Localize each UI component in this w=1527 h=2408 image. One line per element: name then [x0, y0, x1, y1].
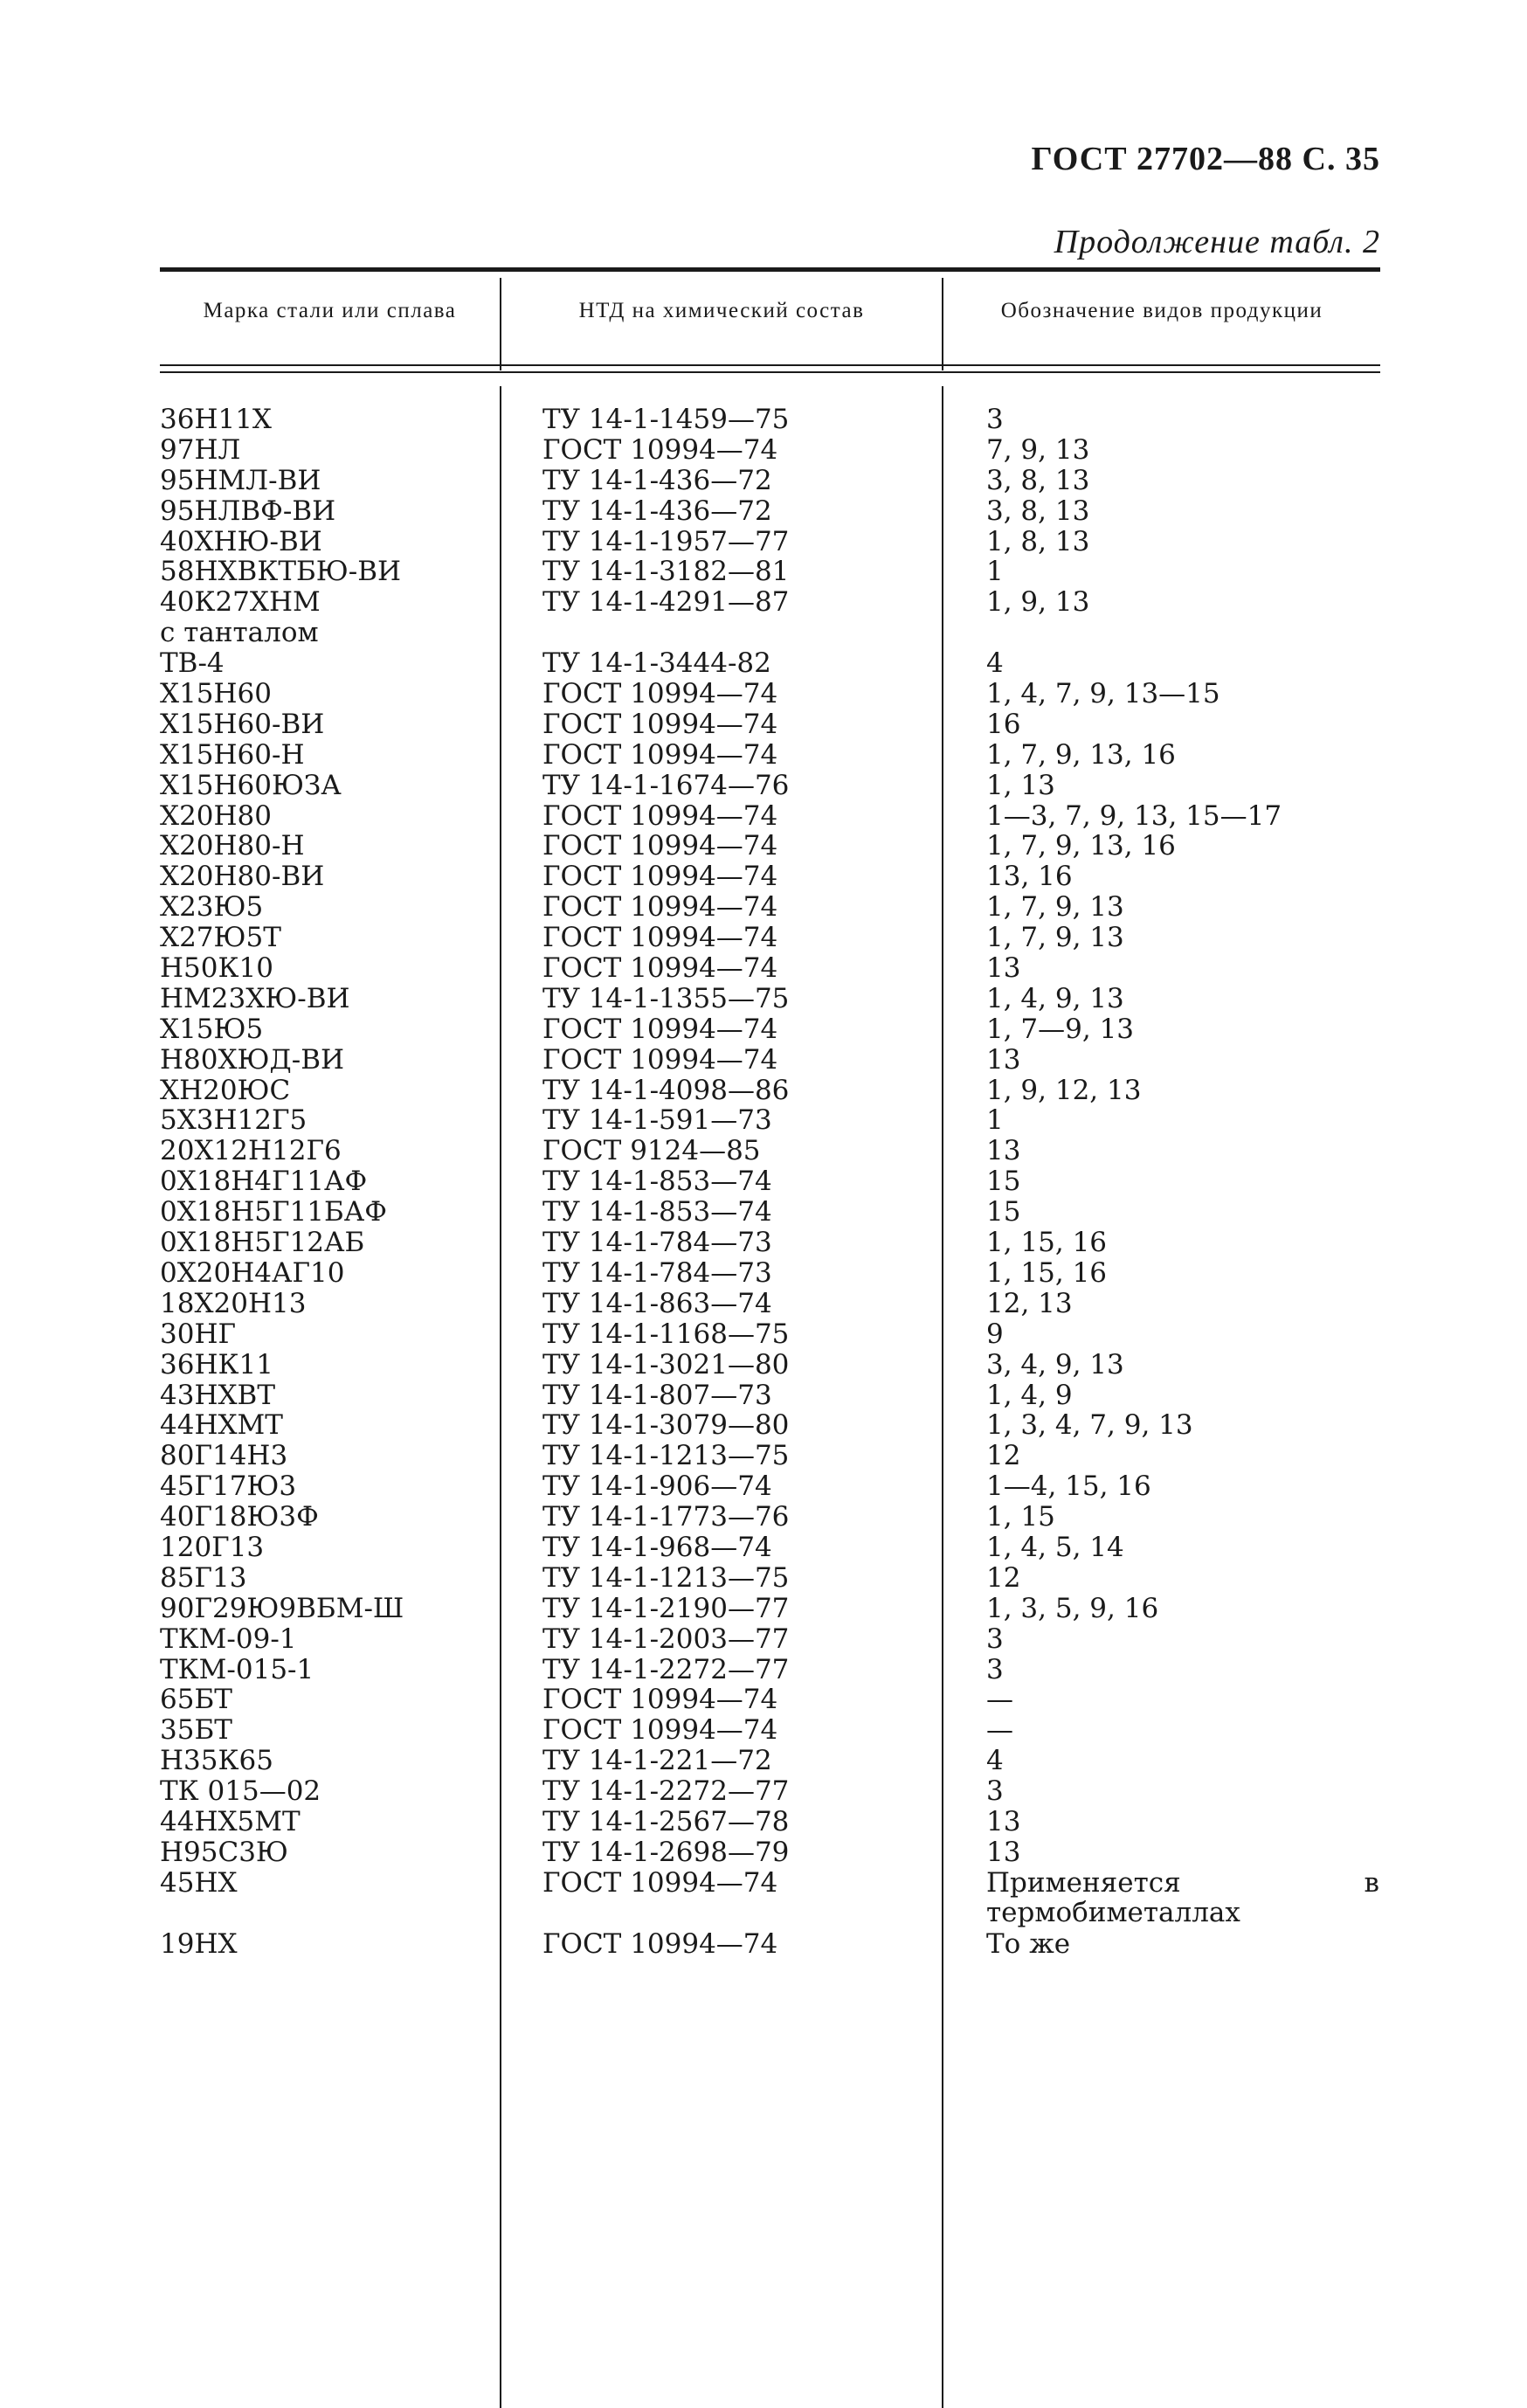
cell-grade: 95НМЛ-ВИ: [160, 464, 321, 496]
cell-product-types: 12, 13: [986, 1287, 1073, 1319]
cell-product-types: 7, 9, 13: [986, 433, 1090, 466]
cell-product-types: 4: [986, 1745, 1004, 1777]
cell-chemical-ntd: ТУ 14-1-807—73: [542, 1379, 772, 1411]
table-row: [160, 1228, 1380, 1258]
steel-grades-table: [160, 267, 1380, 2408]
column-divider: [500, 278, 501, 370]
cell-grade: 90Г29Ю9ВБМ-Ш: [160, 1592, 404, 1624]
cell-product-types: 13: [986, 1836, 1021, 1868]
cell-grade: 5Х3Н12Г5: [160, 1104, 307, 1137]
cell-product-types: 1, 4, 7, 9, 13—15: [986, 678, 1220, 710]
cell-product-types: 4: [986, 647, 1004, 680]
cell-grade: Н95С3Ю: [160, 1836, 288, 1868]
cell-product-types: 1, 7—9, 13: [986, 1013, 1135, 1045]
cell-grade: 44НХМТ: [160, 1409, 283, 1442]
table-row: [160, 1045, 1380, 1076]
cell-grade: 85Г13: [160, 1561, 247, 1594]
page-header: ГОСТ 27702—88 С. 35: [1031, 141, 1380, 177]
cell-chemical-ntd: ТУ 14-1-2003—77: [542, 1623, 790, 1655]
cell-grade: 120Г13: [160, 1531, 265, 1563]
table-row: [160, 1197, 1380, 1228]
cell-chemical-ntd: ГОСТ 10994—74: [542, 433, 778, 466]
cell-product-types: —: [986, 1684, 1013, 1716]
cell-product-types: 13: [986, 1135, 1021, 1167]
table-row: [160, 557, 1380, 587]
table-continuation-label: Продолжение табл. 2: [1054, 224, 1380, 260]
table-row: [160, 1776, 1380, 1807]
cell-chemical-ntd: ГОСТ 10994—74: [542, 861, 778, 893]
cell-product-types: 1—3, 7, 9, 13, 15—17: [986, 799, 1282, 832]
cell-product-types: 3, 8, 13: [986, 464, 1090, 496]
cell-chemical-ntd: ТУ 14-1-2567—78: [542, 1805, 790, 1837]
table-row: [160, 1350, 1380, 1380]
table-row: [160, 923, 1380, 953]
header-double-rule: [160, 364, 1380, 366]
cell-grade: 0Х18Н5Г11БАФ: [160, 1196, 387, 1228]
table-row: [160, 892, 1380, 923]
cell-grade: Х15Н60: [160, 678, 272, 710]
table-row: [160, 1319, 1380, 1350]
cell-grade: Х20Н80-ВИ: [160, 861, 325, 893]
cell-grade: 65БТ: [160, 1684, 232, 1716]
cell-product-types: 1, 7, 9, 13: [986, 891, 1124, 924]
cell-chemical-ntd: ТУ 14-1-1168—75: [542, 1318, 790, 1350]
cell-grade: 80Г14Н3: [160, 1440, 288, 1472]
column-divider: [942, 278, 943, 370]
cell-product-types: 1: [986, 1104, 1004, 1137]
table-row: [160, 1105, 1380, 1136]
table-row: [160, 831, 1380, 861]
table-row: [160, 1076, 1380, 1106]
cell-chemical-ntd: ТУ 14-1-2272—77: [542, 1653, 790, 1685]
cell-grade: 40К27ХНМ: [160, 586, 321, 619]
column-header-grade: Марка стали или сплава: [203, 299, 457, 322]
table-row: [160, 466, 1380, 496]
cell-grade: Н50К10: [160, 952, 273, 985]
table-row: [160, 435, 1380, 466]
table-row: [160, 587, 1380, 618]
cell-grade: с танталом: [160, 617, 319, 649]
cell-chemical-ntd: ТУ 14-1-591—73: [542, 1104, 772, 1137]
cell-chemical-ntd: ТУ 14-1-853—74: [542, 1196, 772, 1228]
cell-grade: 43НХВТ: [160, 1379, 276, 1411]
cell-product-types: 12: [986, 1440, 1021, 1472]
cell-chemical-ntd: ГОСТ 10994—74: [542, 922, 778, 954]
cell-chemical-ntd: ТУ 14-1-3182—81: [542, 556, 790, 588]
cell-chemical-ntd: ТУ 14-1-2272—77: [542, 1775, 790, 1808]
cell-grade: Х23Ю5: [160, 891, 264, 924]
cell-product-types: 3, 8, 13: [986, 495, 1090, 527]
table-row: [160, 679, 1380, 709]
cell-chemical-ntd: ТУ 14-1-436—72: [542, 464, 772, 496]
cell-product-types: —: [986, 1714, 1013, 1747]
cell-chemical-ntd: ГОСТ 10994—74: [542, 1866, 778, 1899]
table-row: [160, 740, 1380, 771]
table-row: [160, 861, 1380, 892]
table-row: [160, 1715, 1380, 1746]
table-row: [160, 405, 1380, 435]
cell-product-types: 1, 7, 9, 13: [986, 922, 1124, 954]
cell-chemical-ntd: ТУ 14-1-4098—86: [542, 1074, 790, 1106]
cell-grade: 45НХ: [160, 1866, 238, 1899]
cell-chemical-ntd: ТУ 14-1-1459—75: [542, 404, 790, 435]
cell-product-types: 1, 15, 16: [986, 1227, 1108, 1259]
cell-product-types: 1, 15: [986, 1501, 1055, 1533]
table-row: [160, 1258, 1380, 1289]
table-row: [160, 1533, 1380, 1563]
header-double-rule: [160, 371, 1380, 373]
table-top-rule: [160, 267, 1380, 272]
cell-grade: 35БТ: [160, 1714, 232, 1747]
table-row: [160, 496, 1380, 527]
cell-chemical-ntd: ТУ 14-1-853—74: [542, 1166, 772, 1198]
cell-grade: ТКМ-09-1: [160, 1623, 297, 1655]
cell-grade: 0Х18Н4Г11АФ: [160, 1166, 368, 1198]
table-row: [160, 1441, 1380, 1471]
cell-chemical-ntd: ГОСТ 10994—74: [542, 708, 778, 740]
table-row: [160, 618, 1380, 648]
table-row: [160, 1289, 1380, 1319]
cell-product-types: 3, 4, 9, 13: [986, 1348, 1124, 1380]
cell-chemical-ntd: ТУ 14-1-1674—76: [542, 769, 790, 801]
cell-product-types: 1: [986, 556, 1004, 588]
table-row: [160, 1624, 1380, 1655]
cell-chemical-ntd: ГОСТ 10994—74: [542, 891, 778, 924]
cell-grade: ТКМ-015-1: [160, 1653, 314, 1685]
cell-chemical-ntd: ГОСТ 10994—74: [542, 1013, 778, 1045]
cell-grade: 45Г17Ю3: [160, 1470, 297, 1503]
cell-chemical-ntd: ТУ 14-1-2190—77: [542, 1592, 790, 1624]
cell-product-types: 9: [986, 1318, 1004, 1350]
cell-grade: 0Х18Н5Г12АБ: [160, 1227, 365, 1259]
cell-chemical-ntd: ТУ 14-1-784—73: [542, 1256, 772, 1289]
cell-grade: 40ХНЮ-ВИ: [160, 525, 322, 557]
cell-grade: 36НК11: [160, 1348, 273, 1380]
cell-chemical-ntd: ТУ 14-1-1213—75: [542, 1440, 790, 1472]
cell-product-types: 15: [986, 1166, 1021, 1198]
cell-chemical-ntd: ТУ 14-1-4291—87: [542, 586, 790, 619]
cell-chemical-ntd: ГОСТ 10994—74: [542, 678, 778, 710]
cell-grade: Х20Н80: [160, 799, 272, 832]
cell-product-types: 1, 4, 9: [986, 1379, 1073, 1411]
table-row: [160, 1471, 1380, 1502]
cell-product-types: 13, 16: [986, 861, 1073, 893]
cell-product-types: 1—4, 15, 16: [986, 1470, 1151, 1503]
table-row: [160, 1929, 1380, 1960]
cell-chemical-ntd: ТУ 14-1-3021—80: [542, 1348, 790, 1380]
cell-chemical-ntd: ТУ 14-1-2698—79: [542, 1836, 790, 1868]
cell-product-types: 3: [986, 1775, 1004, 1808]
cell-product-types: То же: [986, 1927, 1071, 1960]
cell-product-types: 3: [986, 404, 1004, 435]
cell-chemical-ntd: ГОСТ 9124—85: [542, 1135, 761, 1167]
cell-product-types: 1, 9, 12, 13: [986, 1074, 1142, 1106]
cell-grade: Х15Н60-Н: [160, 738, 305, 771]
cell-grade: 18Х20Н13: [160, 1287, 307, 1319]
table-row: [160, 1655, 1380, 1685]
cell-chemical-ntd: ТУ 14-1-906—74: [542, 1470, 772, 1503]
cell-grade: ТК 015—02: [160, 1775, 321, 1808]
cell-chemical-ntd: ГОСТ 10994—74: [542, 738, 778, 771]
cell-product-types: 13: [986, 1043, 1021, 1076]
cell-grade: НМ23ХЮ-ВИ: [160, 982, 350, 1014]
cell-grade: 20Х12Н12Г6: [160, 1135, 342, 1167]
cell-product-types: 1, 13: [986, 769, 1055, 801]
cell-grade: Х20Н80-Н: [160, 830, 305, 862]
table-row: [160, 801, 1380, 832]
table-row: [160, 527, 1380, 557]
cell-grade: ХН20ЮС: [160, 1074, 291, 1106]
cell-grade: 97НЛ: [160, 433, 241, 466]
cell-chemical-ntd: ТУ 14-1-436—72: [542, 495, 772, 527]
column-header-product-types: Обозначение видов продукции: [1000, 299, 1323, 322]
table-row: [160, 1502, 1380, 1533]
table-row: [160, 1837, 1380, 1868]
cell-chemical-ntd: ТУ 14-1-863—74: [542, 1287, 772, 1319]
cell-grade: 95НЛВФ-ВИ: [160, 495, 336, 527]
table-row: [160, 1410, 1380, 1441]
cell-product-types: 1, 4, 5, 14: [986, 1531, 1124, 1563]
cell-grade: ТВ-4: [160, 647, 225, 680]
cell-chemical-ntd: ТУ 14-1-1957—77: [542, 525, 790, 557]
cell-grade: Х15Н60ЮЗА: [160, 769, 342, 801]
cell-product-types: 1, 9, 13: [986, 586, 1090, 619]
cell-chemical-ntd: ГОСТ 10994—74: [542, 1714, 778, 1747]
table-row: [160, 1594, 1380, 1624]
cell-product-types: 15: [986, 1196, 1021, 1228]
cell-grade: Х15Н60-ВИ: [160, 708, 325, 740]
table-row: [160, 771, 1380, 801]
cell-grade: 36Н11Х: [160, 404, 272, 435]
cell-grade: Н80ХЮД-ВИ: [160, 1043, 345, 1076]
cell-grade: 19НХ: [160, 1927, 238, 1960]
cell-chemical-ntd: ГОСТ 10994—74: [542, 799, 778, 832]
cell-product-types: 1, 7, 9, 13, 16: [986, 830, 1176, 862]
cell-chemical-ntd: ГОСТ 10994—74: [542, 1043, 778, 1076]
cell-grade: Х27Ю5Т: [160, 922, 281, 954]
cell-chemical-ntd: ГОСТ 10994—74: [542, 1927, 778, 1960]
table-row: [160, 1166, 1380, 1197]
table-row: [160, 1563, 1380, 1594]
column-header-chemical-ntd: НТД на химический состав: [578, 299, 865, 322]
table-row: [160, 1746, 1380, 1776]
cell-product-types: 3: [986, 1623, 1004, 1655]
cell-product-types: 1, 3, 5, 9, 16: [986, 1592, 1159, 1624]
cell-product-types: 12: [986, 1561, 1021, 1594]
cell-product-types: 1, 4, 9, 13: [986, 982, 1124, 1014]
cell-grade: 30НГ: [160, 1318, 237, 1350]
cell-chemical-ntd: ТУ 14-1-221—72: [542, 1745, 772, 1777]
cell-grade: 40Г18Ю3Ф: [160, 1501, 319, 1533]
table-row: [160, 953, 1380, 984]
cell-chemical-ntd: ТУ 14-1-1773—76: [542, 1501, 790, 1533]
cell-grade: 0Х20Н4АГ10: [160, 1256, 345, 1289]
cell-grade: Х15Ю5: [160, 1013, 264, 1045]
cell-chemical-ntd: ТУ 14-1-784—73: [542, 1227, 772, 1259]
cell-product-types: 16: [986, 708, 1021, 740]
table-body: [160, 405, 1380, 1959]
table-row: [160, 648, 1380, 679]
table-row: [160, 984, 1380, 1014]
cell-product-types: 1, 15, 16: [986, 1256, 1108, 1289]
cell-chemical-ntd: ТУ 14-1-1213—75: [542, 1561, 790, 1594]
cell-product-types: 13: [986, 1805, 1021, 1837]
table-row: [160, 1868, 1380, 1929]
table-row: [160, 1380, 1380, 1411]
cell-product-types: 1, 8, 13: [986, 525, 1090, 557]
table-row: [160, 1807, 1380, 1837]
cell-chemical-ntd: ТУ 14-1-968—74: [542, 1531, 772, 1563]
cell-grade: 58НХВКТБЮ-ВИ: [160, 556, 402, 588]
cell-chemical-ntd: ГОСТ 10994—74: [542, 830, 778, 862]
cell-grade: Н35К65: [160, 1745, 273, 1777]
cell-product-types: 1, 7, 9, 13, 16: [986, 738, 1176, 771]
cell-chemical-ntd: ГОСТ 10994—74: [542, 952, 778, 985]
cell-product-types: 13: [986, 952, 1021, 985]
cell-product-types: Применяется в термобиметаллах: [986, 1866, 1379, 1928]
cell-chemical-ntd: ГОСТ 10994—74: [542, 1684, 778, 1716]
table-row: [160, 1014, 1380, 1045]
cell-chemical-ntd: ТУ 14-1-3079—80: [542, 1409, 790, 1442]
cell-chemical-ntd: ТУ 14-1-3444-82: [542, 647, 771, 680]
cell-product-types: 1, 3, 4, 7, 9, 13: [986, 1409, 1193, 1442]
table-row: [160, 1136, 1380, 1166]
table-row: [160, 1685, 1380, 1715]
cell-chemical-ntd: ТУ 14-1-1355—75: [542, 982, 790, 1014]
cell-product-types: 3: [986, 1653, 1004, 1685]
cell-grade: 44НХ5МТ: [160, 1805, 301, 1837]
table-row: [160, 709, 1380, 740]
